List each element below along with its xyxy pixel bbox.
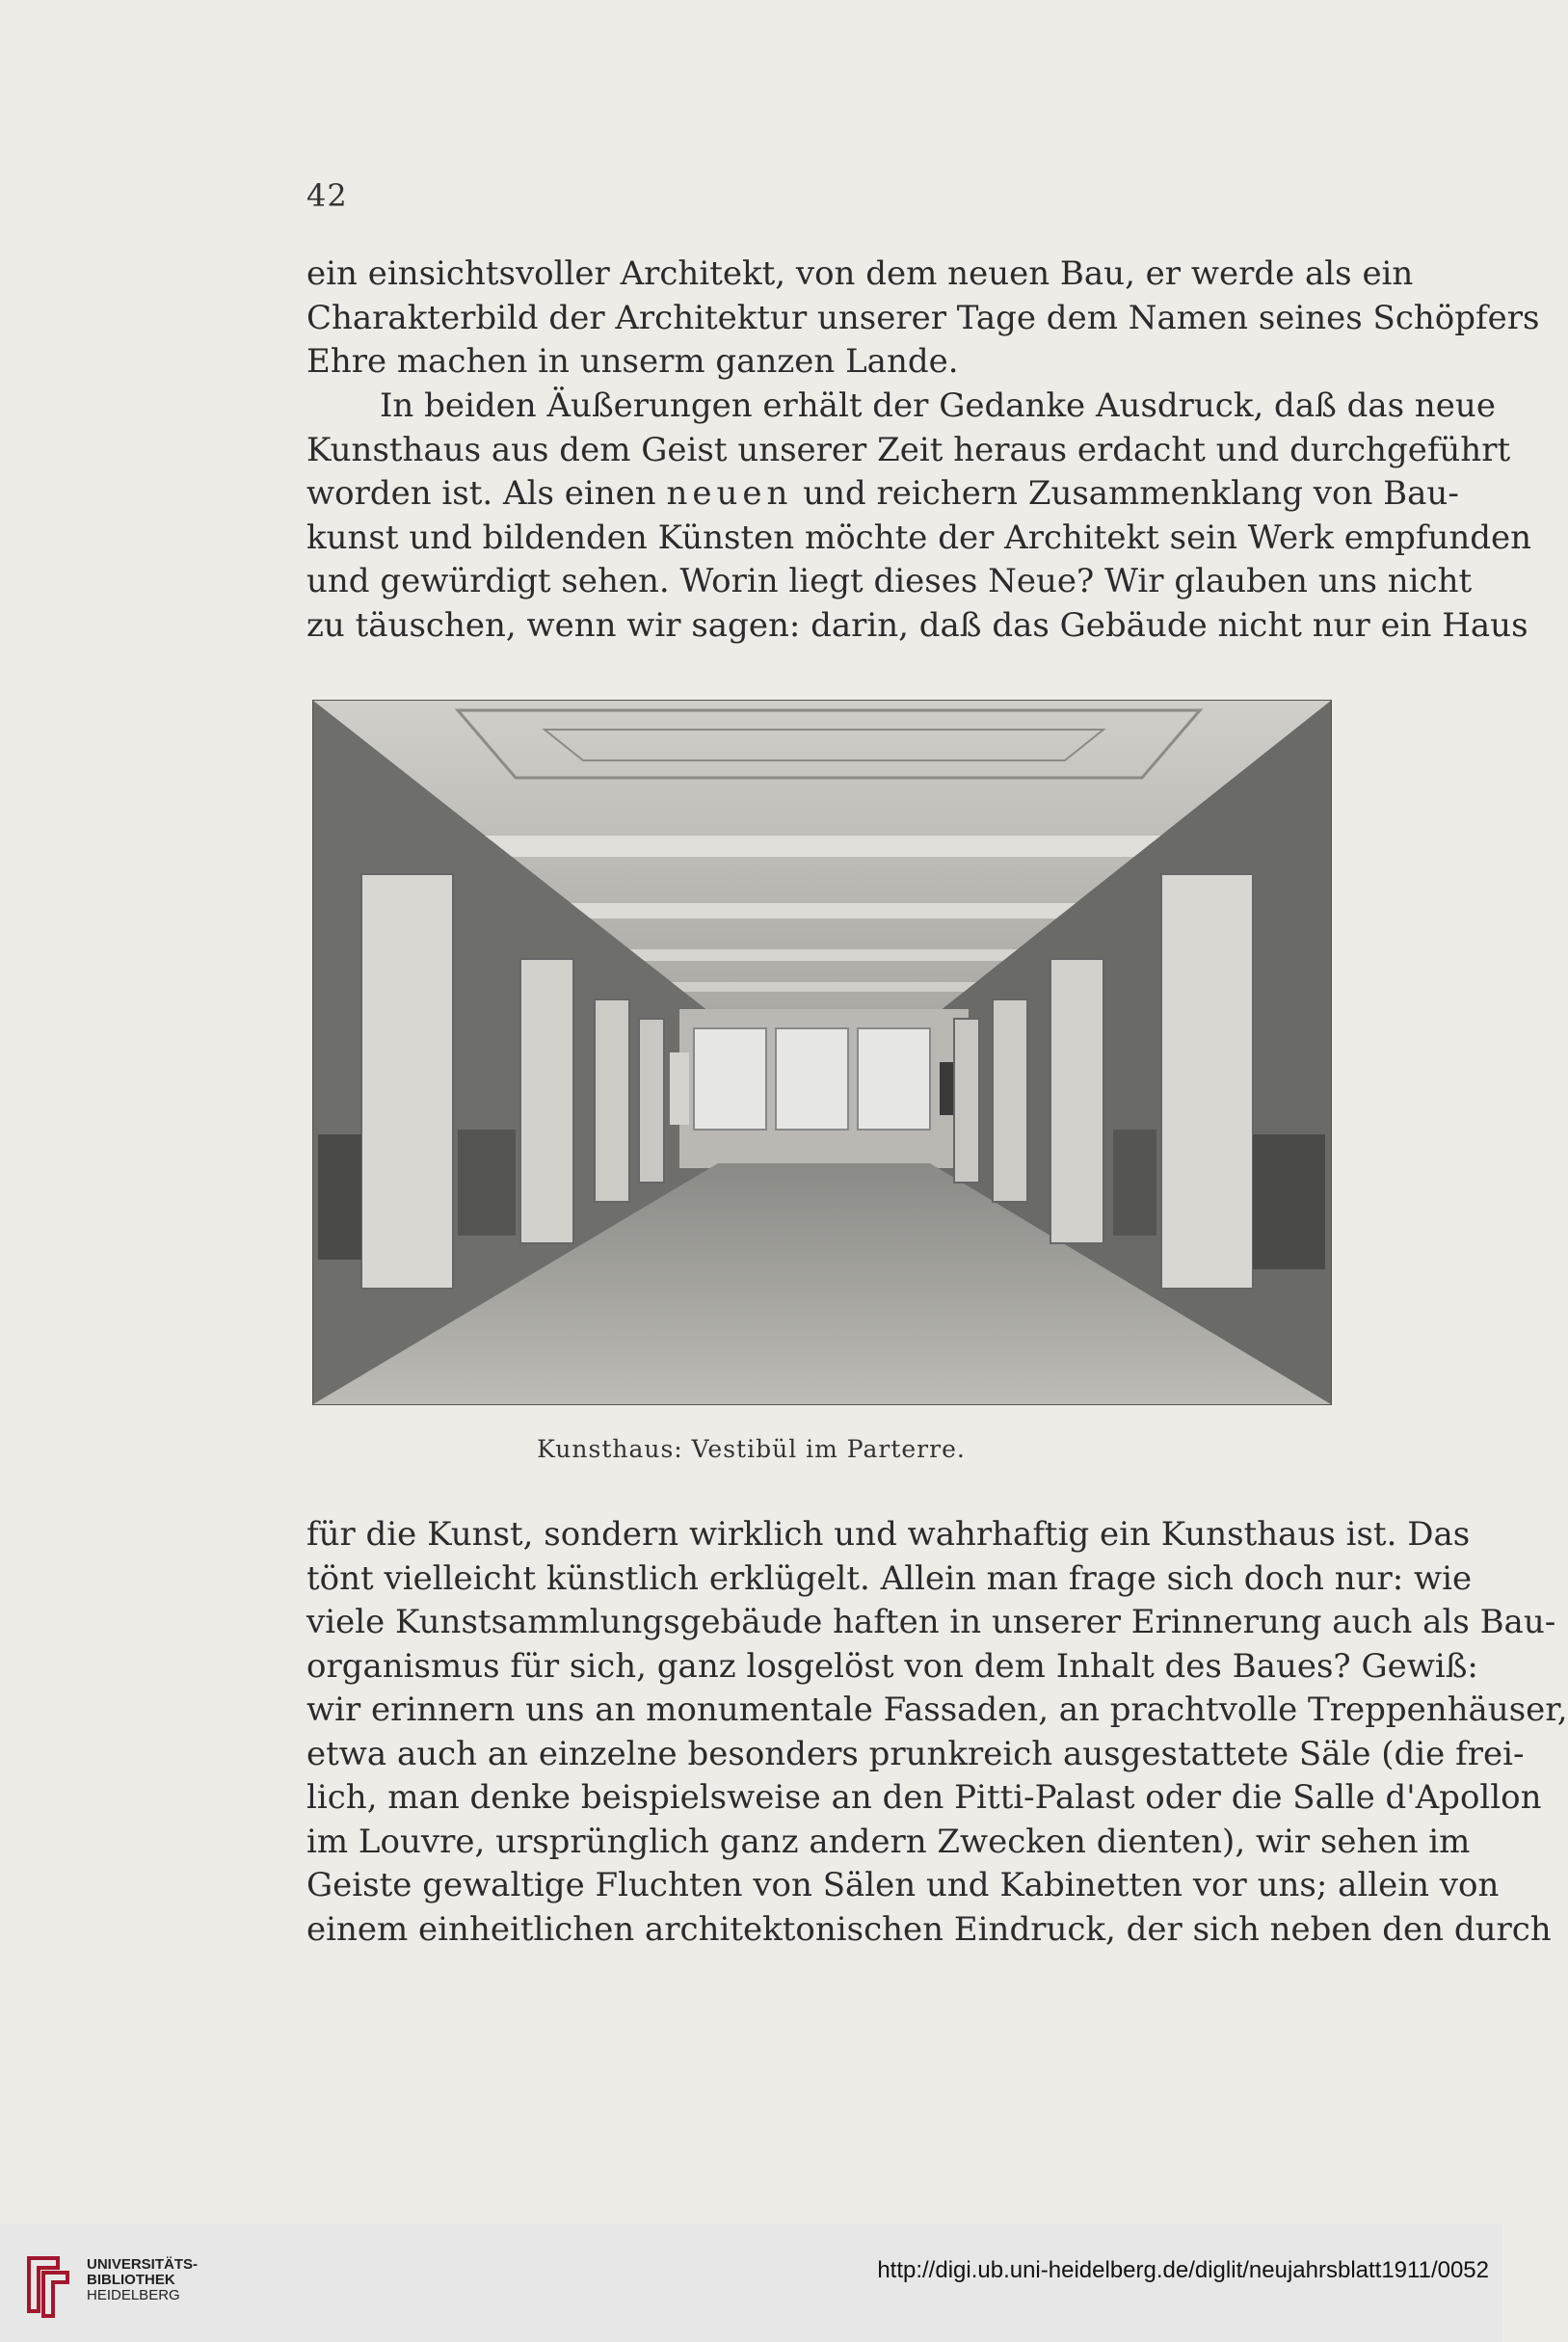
text-line: lich, man denke beispielsweise an den Pitti-Palast oder die Salle d'Apollon — [306, 1778, 1542, 1817]
emphasized-word: neuen — [666, 474, 793, 513]
text-line: wir erinnern uns an monumentale Fassaden, an prachtvolle Treppenhäuser, — [306, 1690, 1568, 1729]
library-name-line: HEIDELBERG — [87, 2287, 180, 2303]
ub-heidelberg-logo-icon — [19, 2253, 77, 2321]
text-segment: worden ist. Als einen — [306, 474, 656, 513]
paragraph-bottom — [306, 1513, 1568, 1952]
library-name-line: UNIVERSITÄTS- — [87, 2256, 199, 2273]
text-line: einem einheitlichen architektonischen Eindruck, der sich neben den durch — [306, 1909, 1552, 1949]
text-line: im Louvre, ursprünglich ganz andern Zwecken dienten), wir sehen im — [306, 1822, 1471, 1861]
text-line: Charakterbild der Architektur unserer Tage dem Namen seines Schöpfers — [306, 298, 1540, 337]
text-line: für die Kunst, sondern wirklich und wahrhaftig ein Kunsthaus ist. Das — [306, 1515, 1471, 1554]
text-line: Geiste gewaltige Fluchten von Sälen und Kabinetten vor uns; allein von — [306, 1866, 1500, 1904]
paragraph-top — [306, 253, 1540, 385]
vestibule-photograph — [312, 700, 1332, 1405]
text-line: zu täuschen, wenn wir sagen: darin, daß das Gebäude nicht nur ein Haus — [306, 605, 1528, 645]
vestibule-illustration — [313, 701, 1331, 1404]
text-line: etwa auch an einzelne besonders prunkreich ausgestattete Säle (die frei- — [306, 1734, 1525, 1773]
digitization-footer — [0, 2224, 1502, 2342]
text-line: viele Kunstsammlungsgebäude haften in unserer Erinnerung auch als Bau- — [306, 1603, 1556, 1641]
source-url-link[interactable]: http://digi.ub.uni-heidelberg.de/diglit/neujahrsblatt1911/0052 — [877, 2257, 1489, 2283]
paragraph-mid — [306, 385, 1532, 648]
page-number: 42 — [306, 177, 348, 214]
text-line: organismus für sich, ganz losgelöst von dem Inhalt des Baues? Gewiß: — [306, 1646, 1478, 1686]
library-name-line: BIBLIOTHEK — [87, 2272, 175, 2288]
text-line: und gewürdigt sehen. Worin liegt dieses Neue? Wir glauben uns nicht — [306, 562, 1473, 600]
text-line: Kunsthaus aus dem Geist unserer Zeit heraus erdacht und durchgeführt — [306, 430, 1511, 469]
text-line: kunst und bildenden Künsten möchte der Architekt sein Werk empfunden — [306, 518, 1532, 557]
text-line: ein einsichtsvoller Architekt, von dem neuen Bau, er werde als ein — [306, 254, 1414, 293]
library-name — [87, 2257, 198, 2303]
figure-caption: Kunsthaus: Vestibül im Parterre. — [537, 1435, 966, 1463]
text-line-with-emphasis — [306, 472, 1459, 517]
text-line: In beiden Äußerungen erhält der Gedanke Ausdruck, daß das neue — [380, 386, 1496, 425]
text-line: Ehre machen in unserm ganzen Lande. — [306, 342, 959, 381]
text-segment: und reichern Zusammenklang von Bau- — [803, 474, 1459, 513]
text-line: tönt vielleicht künstlich erklügelt. Allein man frage sich doch nur: wie — [306, 1558, 1473, 1598]
